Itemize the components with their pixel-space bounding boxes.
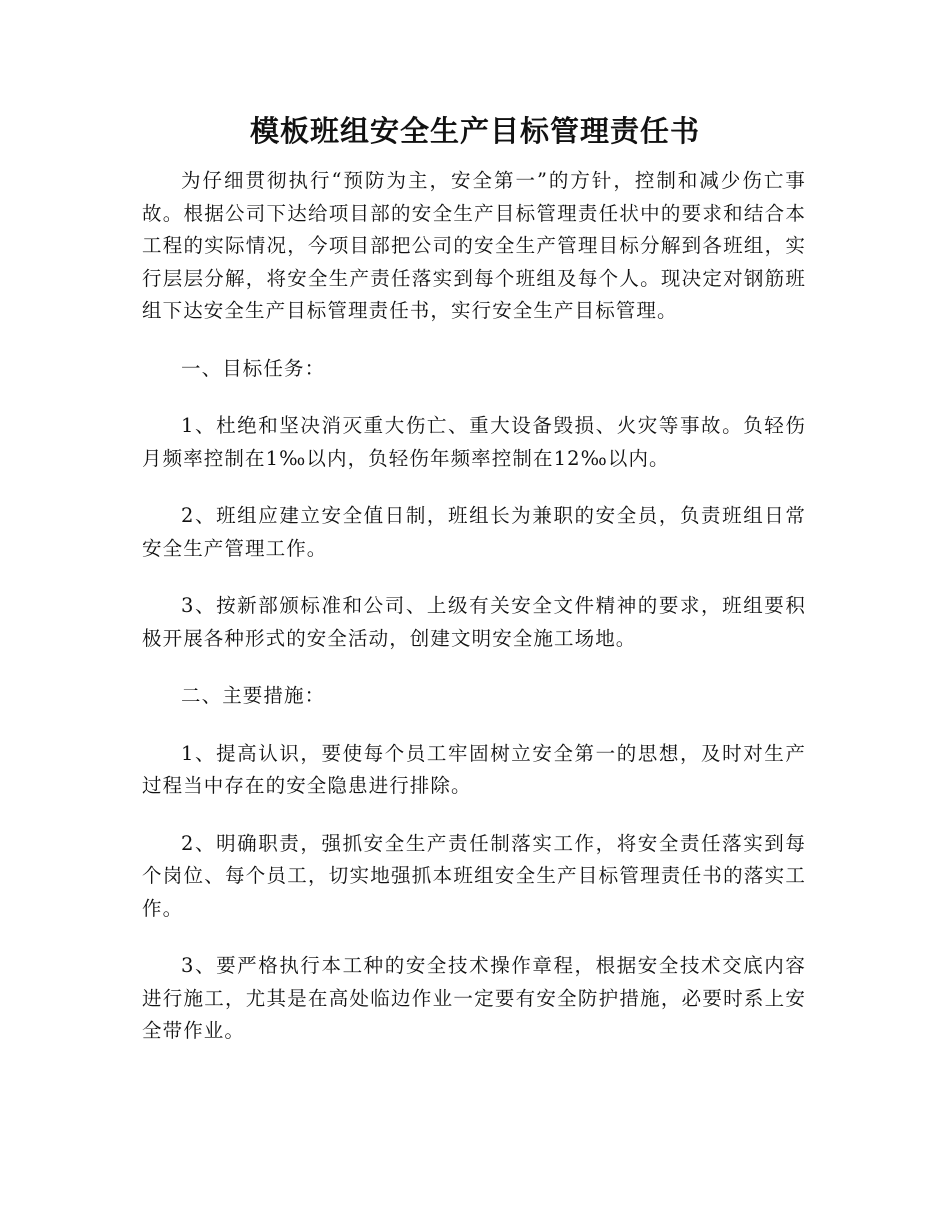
section-heading-goals: 一、目标任务： (181, 356, 326, 380)
document-title: 模板班组安全生产目标管理责任书 (249, 114, 700, 148)
paragraph-measure-1: 1、提高认识，要使每个员工牢固树立安全第一的思想，及时对生产过程当中存在的安全隐患进行排除。 (142, 741, 806, 797)
document-body (142, 165, 806, 1073)
paragraph-measure-2: 2、明确职责，强抓安全生产责任制落实工作，将安全责任落实到每个岗位、每个员工，切实地强抓本班组安全生产目标管理责任书的落实工作。 (142, 831, 806, 920)
paragraph-goal-1: 1、杜绝和坚决消灭重大伤亡、重大设备毁损、火灾等事故。负轻伤月频率控制在1‰以内，负轻伤年频率控制在12‰以内。 (142, 414, 806, 470)
paragraph-intro: 为仔细贯彻执行“预防为主，安全第一”的方针，控制和减少伤亡事故。根据公司下达给项目部的安全生产目标管理责任状中的要求和结合本工程的实际情况，今项目部把公司的安全生产管理目标分解到各班组，实行层层分解，将安全生产责任落实到每个班组及每个人。现决定对钢筋班组下达安全生产目标管理责任书，实行安全生产目标管理。 (142, 169, 806, 322)
paragraph-goal-3: 3、按新部颁标准和公司、上级有关安全文件精神的要求，班组要积极开展各种形式的安全活动，创建文明安全施工场地。 (142, 594, 806, 650)
paragraph-goal-2: 2、班组应建立安全值日制，班组长为兼职的安全员，负责班组日常安全生产管理工作。 (142, 504, 806, 560)
section-heading-measures: 二、主要措施： (181, 684, 326, 707)
paragraph-measure-3: 3、要严格执行本工种的安全技术操作章程，根据安全技术交底内容进行施工，尤其是在高处临边作业一定要有安全防护措施，必要时系上安全带作业。 (142, 954, 806, 1042)
